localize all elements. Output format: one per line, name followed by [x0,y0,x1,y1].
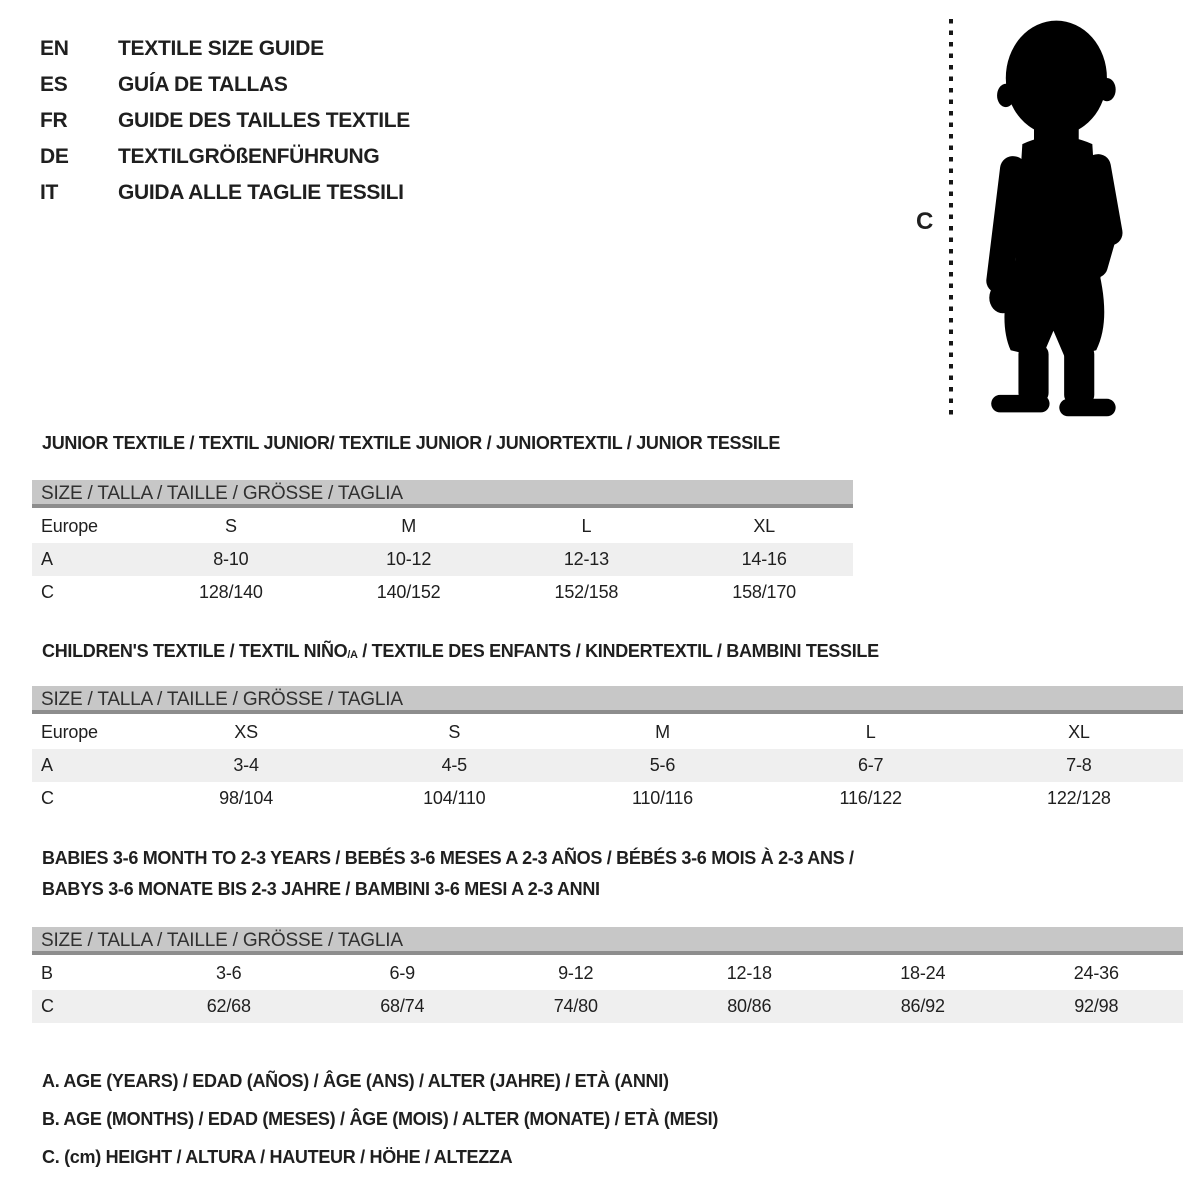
row-label: Europe [41,516,98,536]
babies-size-table [32,957,1183,1023]
size-value: 12-13 [498,543,676,576]
size-value: 14-16 [675,543,853,576]
language-title: GUIDE DES TAILLES TEXTILE [118,109,410,132]
children-title-main: CHILDREN'S TEXTILE / TEXTIL NIÑO [42,641,348,661]
row-label: C [41,582,54,602]
children-table-header: SIZE / TALLA / TAILLE / GRÖSSE / TAGLIA [32,686,1183,714]
size-value: 116/122 [839,788,902,808]
children-textile-section [32,641,1183,815]
size-value: 80/86 [663,990,837,1023]
height-measure-line [949,19,953,416]
table-row [32,957,1183,990]
row-label: A [32,543,142,576]
table-row [32,782,1183,815]
row-label: A [32,749,142,782]
size-value: 74/80 [489,990,663,1023]
table-row [32,543,853,576]
size-value: 24-36 [1073,963,1119,983]
size-value: 6-9 [389,963,415,983]
toddler-silhouette-icon [964,17,1139,417]
size-value: 10-12 [320,543,498,576]
language-row-it [40,175,410,211]
babies-title-line2: BABYS 3-6 MONATE BIS 2-3 JAHRE / BAMBINI 3-6 MESI A 2-3 ANNI [42,879,600,899]
size-value: 5-6 [558,749,766,782]
language-code: IT [40,181,59,204]
table-row [32,510,853,543]
language-list [40,31,410,211]
size-value: 4-5 [350,749,558,782]
height-measure-label: C [916,208,934,235]
size-value: 3-6 [216,963,242,983]
size-value: S [448,722,461,742]
language-title: TEXTILE SIZE GUIDE [118,37,324,60]
row-label: C [32,990,142,1023]
size-value: M [401,516,417,536]
table-row [32,990,1183,1023]
size-value: 98/104 [219,788,274,808]
language-code: DE [40,145,69,168]
size-value: 152/158 [554,582,619,602]
size-value: 62/68 [142,990,316,1023]
language-row-es [40,67,410,103]
junior-section-title: JUNIOR TEXTILE / TEXTIL JUNIOR/ TEXTILE JUNIOR / JUNIORTEXTIL / JUNIOR TESSILE [42,433,781,453]
language-title: GUIDA ALLE TAGLIE TESSILI [118,181,404,204]
size-value: 140/152 [376,582,441,602]
size-value: 86/92 [836,990,1010,1023]
size-value: L [581,516,592,536]
size-value: 12-18 [726,963,772,983]
size-value: 68/74 [316,990,490,1023]
row-label: C [41,788,54,808]
language-code: ES [40,73,68,96]
language-row-fr [40,103,410,139]
size-value: 122/128 [1047,788,1111,808]
size-value: L [865,722,876,742]
size-value: 158/170 [732,582,796,602]
junior-size-table [32,510,853,609]
size-value: S [224,516,237,536]
language-row-de [40,139,410,175]
table-row [32,716,1183,749]
size-value: 7-8 [975,749,1183,782]
children-title-sub: /A [347,649,358,662]
size-value: 92/98 [1010,990,1184,1023]
legend-line-b: B. AGE (MONTHS) / EDAD (MESES) / ÂGE (MOIS) / ALTER (MONATE) / ETÀ (MESI) [42,1109,719,1129]
size-value: M [655,722,670,742]
size-value: 9-12 [558,963,594,983]
junior-textile-section [32,433,853,609]
size-value: 8-10 [142,543,320,576]
junior-table-header: SIZE / TALLA / TAILLE / GRÖSSE / TAGLIA [32,480,853,508]
size-value: XS [234,722,258,742]
legend [42,1062,718,1176]
language-row-en [40,31,410,67]
size-value: 110/116 [631,788,693,808]
table-row [32,749,1183,782]
size-value: 128/140 [199,582,263,602]
babies-title-line1: BABIES 3-6 MONTH TO 2-3 YEARS / BEBÉS 3-6 MESES A 2-3 AÑOS / BÉBÉS 3-6 MOIS À 2-3 ANS / [42,848,854,868]
language-title: GUÍA DE TALLAS [118,73,288,96]
language-code: FR [40,109,68,132]
children-size-table [32,716,1183,815]
babies-textile-section [32,843,1183,1023]
size-value: 6-7 [767,749,975,782]
babies-table-header: SIZE / TALLA / TAILLE / GRÖSSE / TAGLIA [32,927,1183,955]
size-value: XL [753,516,775,536]
size-value: XL [1068,722,1090,742]
row-label: Europe [41,722,98,742]
language-title: TEXTILGRÖßENFÜHRUNG [118,145,380,168]
legend-line-c: C. (cm) HEIGHT / ALTURA / HAUTEUR / HÖHE / ALTEZZA [42,1147,513,1167]
size-value: 3-4 [142,749,350,782]
children-title-rest: / TEXTILE DES ENFANTS / KINDERTEXTIL / BAMBINI TESSILE [357,641,879,661]
children-section-title [32,641,1183,662]
babies-section-title [32,843,1183,905]
language-code: EN [40,37,69,60]
row-label: B [41,963,53,983]
height-figure [900,0,1200,440]
size-value: 104/110 [423,788,486,808]
size-value: 18-24 [900,963,946,983]
legend-line-a: A. AGE (YEARS) / EDAD (AÑOS) / ÂGE (ANS) / ALTER (JAHRE) / ETÀ (ANNI) [42,1071,669,1091]
table-row [32,576,853,609]
